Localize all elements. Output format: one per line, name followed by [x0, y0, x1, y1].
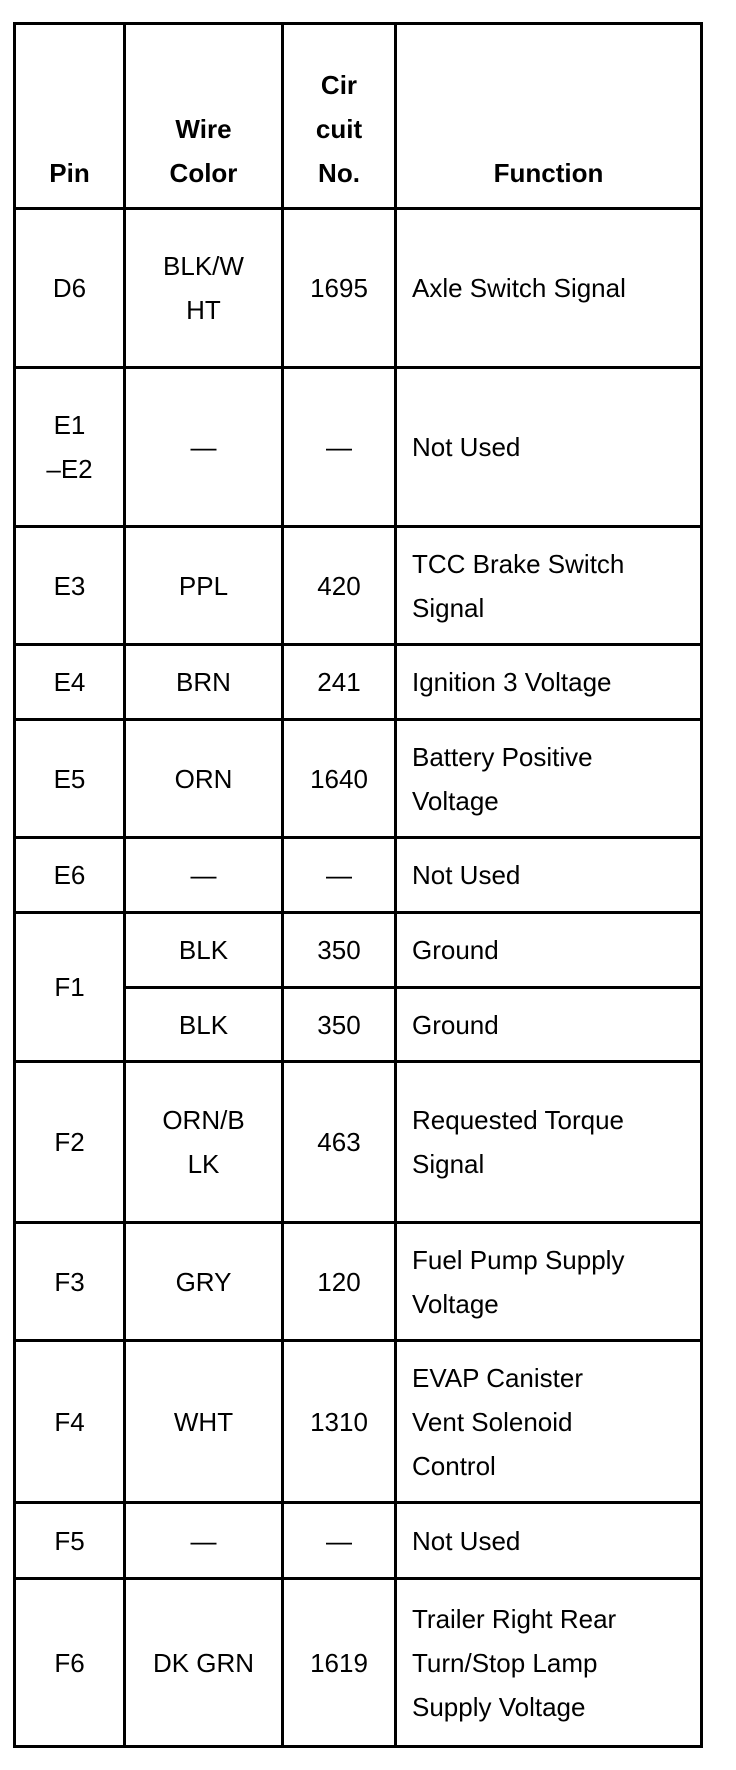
wire-color-cell: DK GRN	[125, 1579, 283, 1747]
function-cell: Battery Positive Voltage	[396, 720, 702, 838]
function-cell: EVAP Canister Vent Solenoid Control	[396, 1341, 702, 1503]
wire-color-cell: BLK	[125, 913, 283, 988]
wire-color-cell: ORN/B LK	[125, 1062, 283, 1223]
function-cell: Ground	[396, 913, 702, 988]
circuit-cell: 350	[283, 988, 396, 1062]
function-cell: Ignition 3 Voltage	[396, 645, 702, 720]
connector-pin-table	[13, 22, 703, 1748]
wire-color-cell: —	[125, 1503, 283, 1579]
pin-cell: F5	[15, 1503, 125, 1579]
table-row	[15, 1503, 702, 1579]
function-cell: Trailer Right Rear Turn/Stop Lamp Supply Voltage	[396, 1579, 702, 1747]
pin-cell: D6	[15, 209, 125, 368]
pin-cell: E5	[15, 720, 125, 838]
circuit-cell: 420	[283, 527, 396, 645]
pin-cell: E1 –E2	[15, 368, 125, 527]
circuit-cell: 1640	[283, 720, 396, 838]
pin-cell: F1	[15, 913, 125, 1062]
function-cell: Not Used	[396, 838, 702, 913]
function-cell: Fuel Pump Supply Voltage	[396, 1223, 702, 1341]
wire-color-cell: GRY	[125, 1223, 283, 1341]
circuit-cell: 120	[283, 1223, 396, 1341]
wire-color-cell: —	[125, 838, 283, 913]
header-wire-color: Wire Color	[125, 24, 283, 209]
pin-cell: F6	[15, 1579, 125, 1747]
header-circuit-no: Cir cuit No.	[283, 24, 396, 209]
circuit-cell: 350	[283, 913, 396, 988]
wire-color-cell: ORN	[125, 720, 283, 838]
table-row	[15, 1341, 702, 1503]
circuit-cell: —	[283, 838, 396, 913]
circuit-cell: 463	[283, 1062, 396, 1223]
pin-cell: F2	[15, 1062, 125, 1223]
table-row	[15, 913, 702, 988]
header-function: Function	[396, 24, 702, 209]
table-header-row	[15, 24, 702, 209]
wire-color-cell: BRN	[125, 645, 283, 720]
function-cell: Requested Torque Signal	[396, 1062, 702, 1223]
table-row	[15, 720, 702, 838]
pin-cell: E4	[15, 645, 125, 720]
function-cell: Axle Switch Signal	[396, 209, 702, 368]
table-row	[15, 838, 702, 913]
function-cell: Ground	[396, 988, 702, 1062]
circuit-cell: 1619	[283, 1579, 396, 1747]
circuit-cell: —	[283, 1503, 396, 1579]
pin-cell: E3	[15, 527, 125, 645]
pin-cell: E6	[15, 838, 125, 913]
circuit-cell: 1310	[283, 1341, 396, 1503]
function-cell: Not Used	[396, 368, 702, 527]
table-row	[15, 368, 702, 527]
wire-color-cell: —	[125, 368, 283, 527]
function-cell: Not Used	[396, 1503, 702, 1579]
circuit-cell: 1695	[283, 209, 396, 368]
circuit-cell: —	[283, 368, 396, 527]
pin-cell: F3	[15, 1223, 125, 1341]
function-cell: TCC Brake Switch Signal	[396, 527, 702, 645]
header-pin: Pin	[15, 24, 125, 209]
table-row	[15, 527, 702, 645]
table-row	[15, 209, 702, 368]
table-row	[15, 1223, 702, 1341]
table-row	[15, 1062, 702, 1223]
table-row	[15, 645, 702, 720]
wire-color-cell: BLK	[125, 988, 283, 1062]
wire-color-cell: BLK/W HT	[125, 209, 283, 368]
table-row	[15, 1579, 702, 1747]
wire-color-cell: PPL	[125, 527, 283, 645]
wire-color-cell: WHT	[125, 1341, 283, 1503]
circuit-cell: 241	[283, 645, 396, 720]
pin-cell: F4	[15, 1341, 125, 1503]
